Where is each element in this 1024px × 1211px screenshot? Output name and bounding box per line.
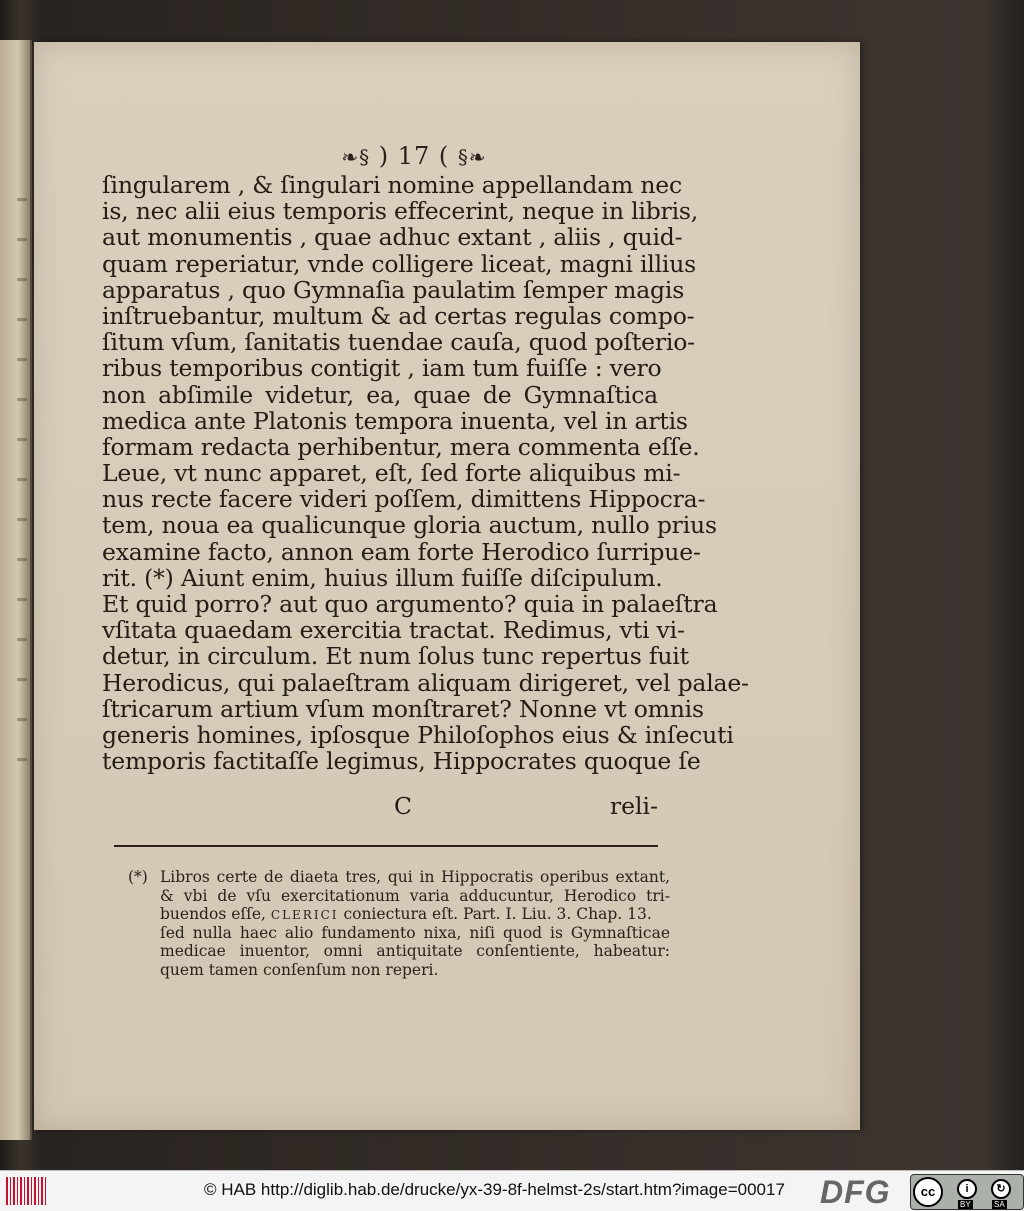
footnote-rule: [114, 845, 658, 847]
text-line: apparatus , quo Gymnaſia paulatim ſemper magis: [102, 275, 685, 304]
text-line: vſitata quaedam exercitia tractat. Redimus, vti vi-: [102, 616, 685, 645]
text-line: non abſimile videtur, ea, quae de Gymnaſtica: [102, 380, 658, 409]
text-line: ſitum vſum, ſanitatis tuendae cauſa, quod poſterio-: [102, 328, 695, 357]
by-label: BY: [960, 1200, 971, 1209]
previous-page-marks: [17, 180, 27, 780]
text-line: inſtruebantur, multum & ad certas regulas compo-: [102, 301, 695, 330]
text-line: Herodicus, qui palaeſtram aliquam dirigeret, vel palae-: [102, 668, 749, 697]
text-line: generis homines, ipſosque Philoſophos eius & inſecuti: [102, 720, 734, 749]
author-name-smallcaps: CLERICI: [270, 908, 339, 923]
text-line: temporis factitaſſe legimus, Hippocrates quoque ſe: [102, 747, 701, 776]
page-header: [334, 142, 494, 170]
footnote-line3-after: coniectura eſt. Part. I. Liu. 3. Chap. 13.: [343, 905, 652, 924]
dfg-logo: DFG: [820, 1174, 891, 1210]
text-line: aut monumentis , quae adhuc extant , aliis , quid-: [102, 223, 683, 252]
signature-catchword-line: [102, 792, 658, 820]
text-line: formam redacta perhibentur, mera commenta eſſe.: [102, 432, 700, 461]
text-line: ſtricarum artium vſum monſtraret? Nonne vt omnis: [102, 694, 704, 723]
text-line: ſingularem , & ſingulari nomine appellandam nec: [102, 171, 682, 199]
footer-bar: [0, 1170, 1024, 1211]
footnote-block: [130, 868, 670, 980]
footnote-mark: (*): [128, 868, 148, 886]
share-alike-icon: ↻: [991, 1179, 1011, 1199]
creative-commons-badge[interactable]: [910, 1174, 1024, 1210]
previous-page-edge: [0, 40, 32, 1140]
text-line: Et quid porro? aut quo argumento? quia in palaeſtra: [102, 590, 718, 618]
footnote-line: quem tamen conſenſum non reperi.: [160, 960, 439, 979]
cc-icon: cc: [913, 1177, 943, 1207]
sa-label: SA: [994, 1200, 1005, 1209]
text-line: medica ante Platonis tempora inuenta, vel in artis: [102, 406, 688, 435]
left-ornament: ❧§: [341, 145, 371, 169]
main-text-block: [102, 171, 749, 776]
footnote-line: medicae inuentor, omni antiquitate conſentiente, habeatur:: [160, 942, 670, 961]
right-ornament: §❧: [457, 145, 487, 169]
text-line: Leue, vt nunc apparet, eſt, ſed forte aliquibus mi-: [102, 459, 681, 488]
signature-mark: C: [394, 792, 412, 820]
footnote-line: & vbi de vſu exercitationum varia adducuntur, Herodico tri-: [160, 886, 670, 905]
footnote-line3-before: buendos eſſe,: [160, 905, 266, 924]
text-line: rit. (*) Aiunt enim, huius illum fuiſſe diſcipulum.: [102, 563, 663, 592]
catchword: reli-: [609, 792, 658, 820]
text-line: quam reperiatur, vnde colligere liceat, magni illius: [102, 249, 697, 278]
footnote-line: ſed nulla haec alio fundamento nixa, niſi quod is Gymnaſticae: [160, 923, 670, 942]
text-line: examine facto, annon eam forte Herodico ſurripue-: [102, 537, 701, 566]
copyright-link[interactable]: © HAB http://diglib.hab.de/drucke/yx-39-8f-helmst-2s/start.htm?image=00017: [204, 1180, 785, 1199]
text-line: tem, noua ea qualicunque gloria auctum, nullo prius: [102, 511, 717, 540]
book-page: [34, 42, 860, 1130]
footnote-line: [130, 905, 670, 924]
text-line: ribus temporibus contigit , iam tum fuiſſe : vero: [102, 354, 662, 383]
text-line: detur, in circulum. Et num ſolus tunc repertus fuit: [102, 642, 689, 671]
attribution-icon: i: [957, 1179, 977, 1199]
text-line: nus recte facere videri poſſem, dimittens Hippocra-: [102, 485, 706, 514]
footnote-line: Libros certe de diaeta tres, qui in Hippocratis operibus extant,: [160, 868, 670, 886]
text-line: is, nec alii eius temporis effecerint, neque in libris,: [102, 197, 699, 226]
hab-barcode-logo: [6, 1177, 46, 1205]
page-number: ) 17 (: [378, 142, 450, 170]
